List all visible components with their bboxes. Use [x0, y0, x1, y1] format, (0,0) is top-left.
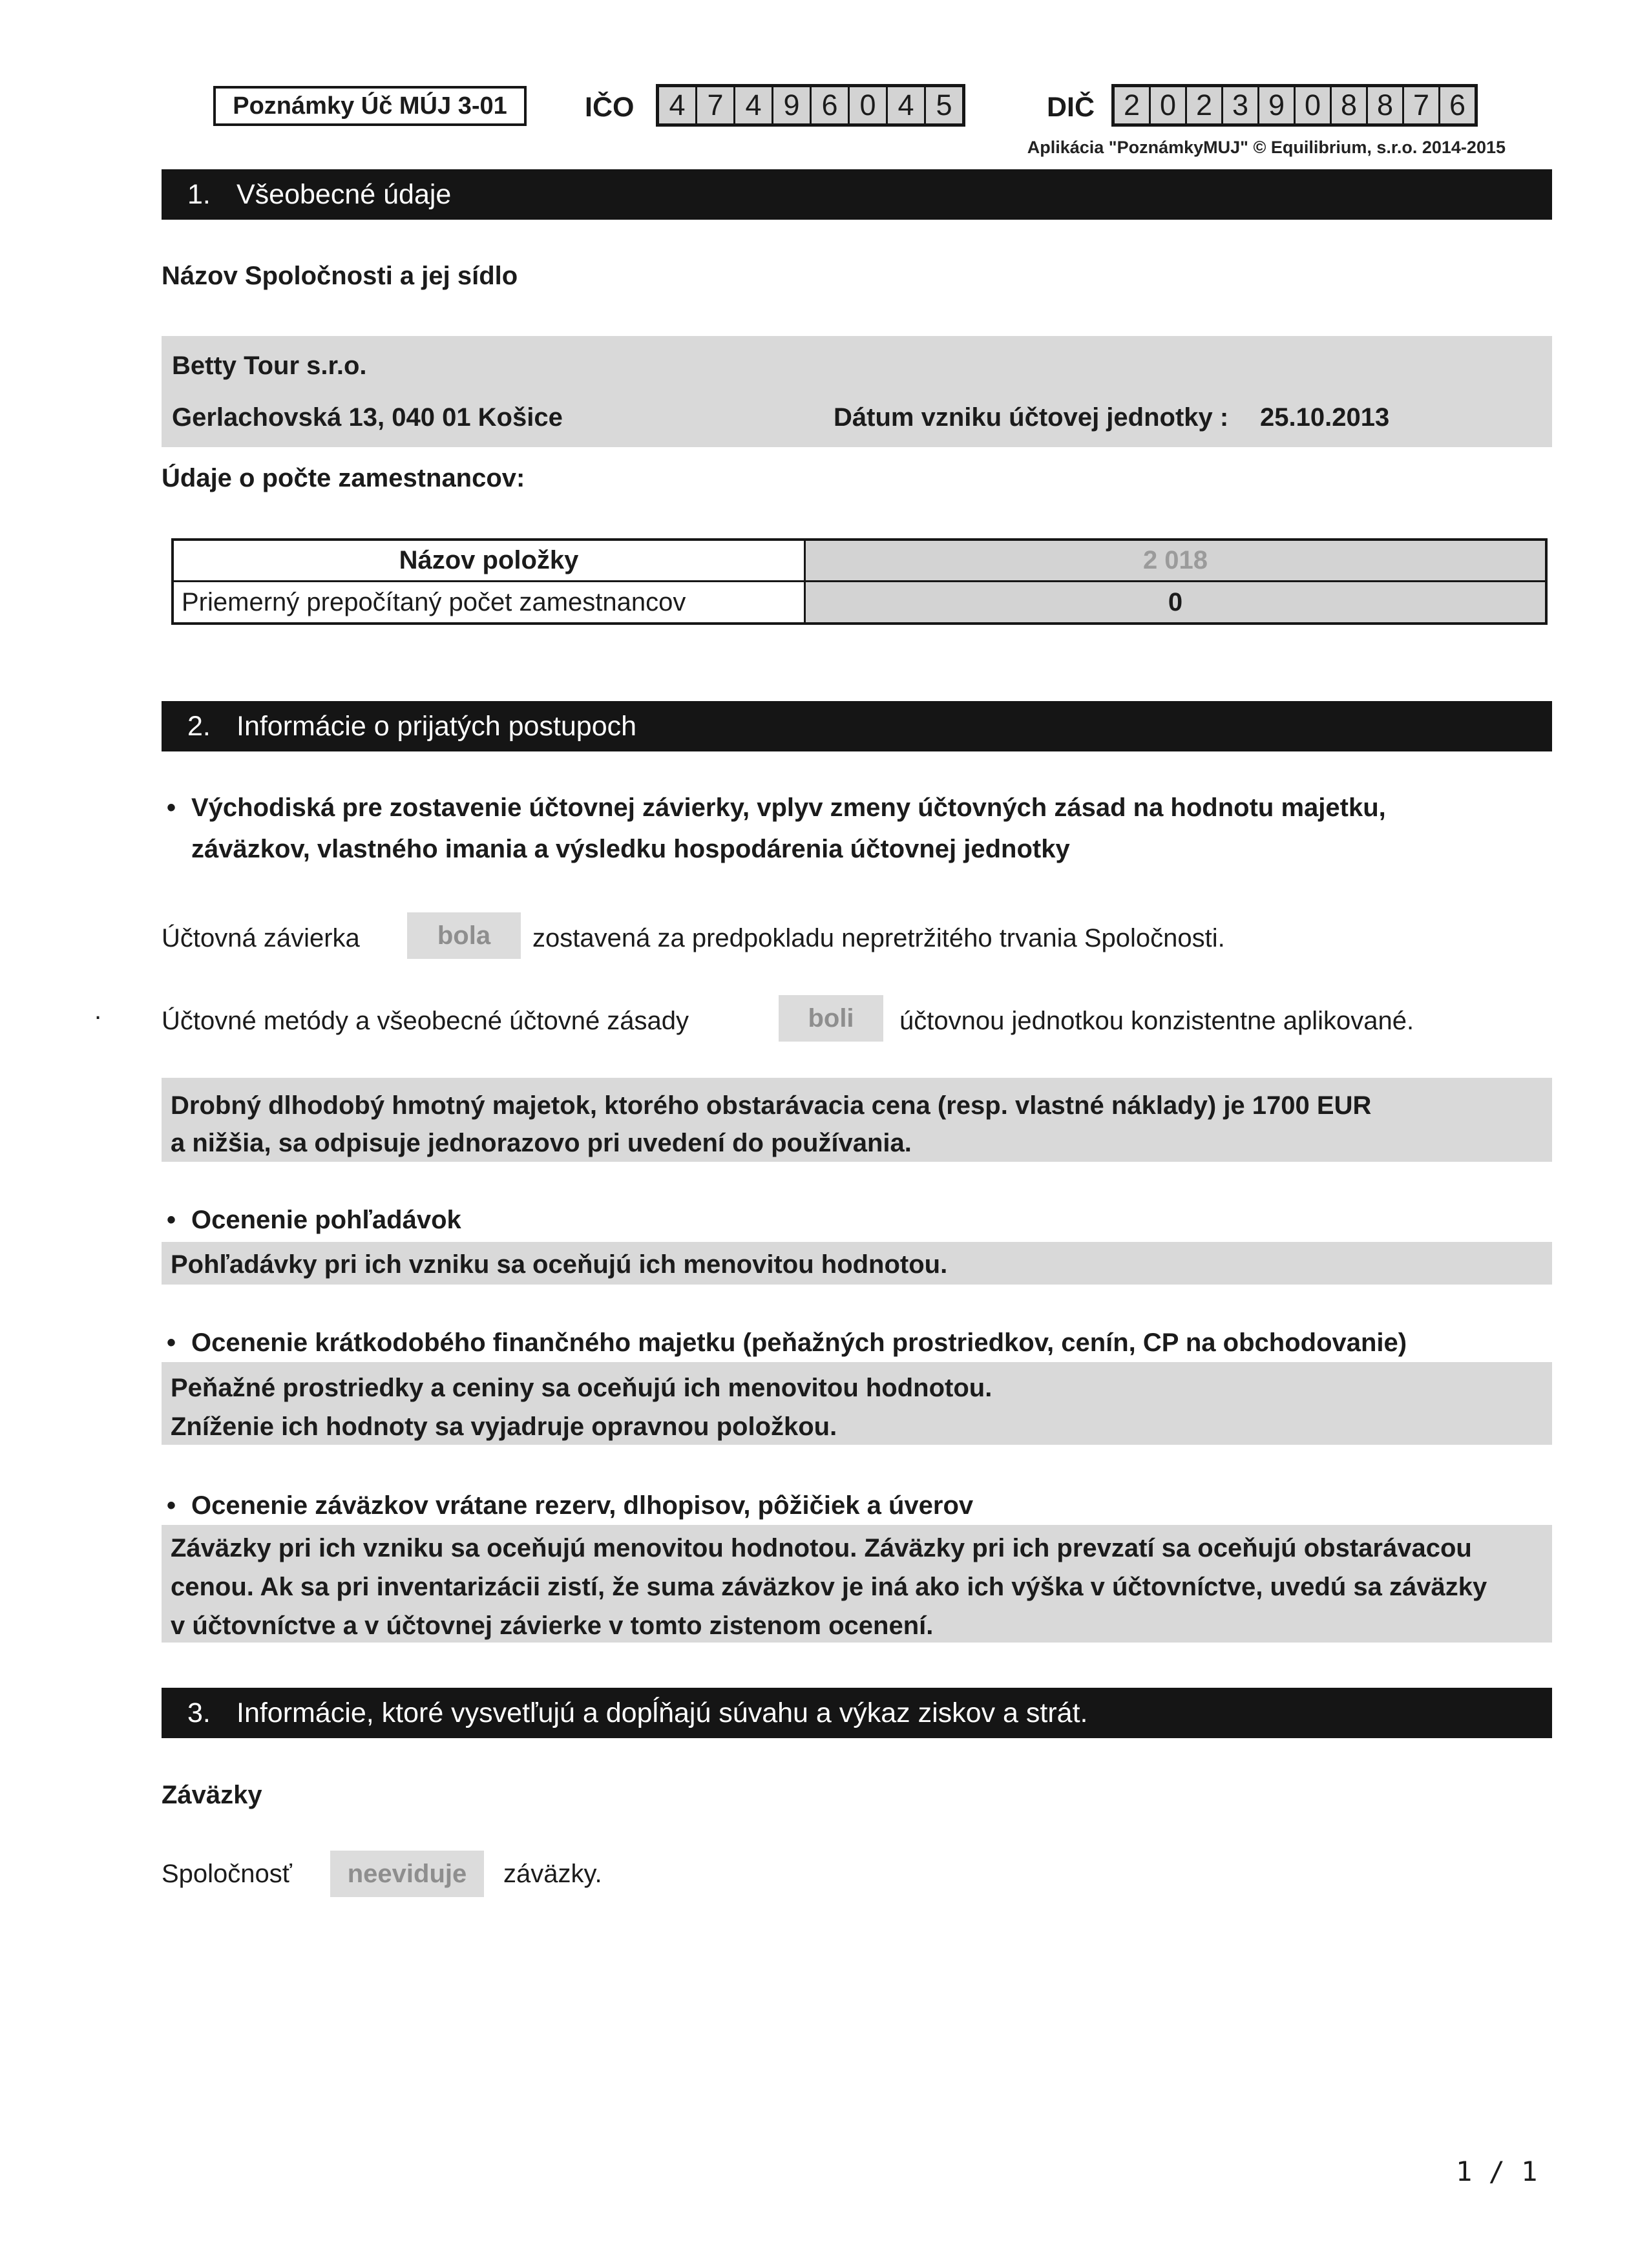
statement-1-pre: Účtovná závierka — [162, 924, 360, 952]
ico-digit-boxes — [656, 84, 965, 127]
founding-date-label: Dátum vzniku účtovej jednotky : — [834, 403, 1229, 432]
section-1-title: Všeobecné údaje — [236, 178, 452, 210]
statement-1-selected-value: bola — [407, 912, 521, 959]
ico-digit: 4 — [659, 87, 697, 123]
bullet-3-financial-assets: Ocenenie krátkodobého finančného majetku (peňažných prostriedkov, cenín, CP na obchodovanie) — [191, 1328, 1407, 1357]
form-name-box — [213, 86, 527, 126]
section-1-number: 1. — [187, 178, 211, 210]
policy-highlight-receivables — [162, 1242, 1552, 1285]
ico-digit: 5 — [936, 89, 952, 121]
scan-artifact-dot: . — [94, 996, 102, 1025]
policy-highlight-financial-assets — [162, 1362, 1552, 1445]
bullet-4-liabilities: Ocenenie záväzkov vrátane rezerv, dlhopisov, pôžičiek a úverov — [191, 1491, 974, 1520]
policy-highlight-liabilities — [162, 1525, 1552, 1643]
company-heading: Názov Spoločnosti a jej sídlo — [162, 262, 518, 290]
ico-digit: 4 — [888, 87, 926, 123]
bullet-1-line-2: záväzkov, vlastného imania a výsledku hospodárenia účtovnej jednotky — [191, 835, 1070, 863]
employees-table-header-row — [174, 541, 1545, 582]
section-3-title: Informácie, ktoré vysvetľujú a dopĺňajú súvahu a výkaz ziskov a strát. — [236, 1697, 1088, 1728]
dic-digit: 2 — [1115, 87, 1151, 123]
employees-heading: Údaje o počte zamestnancov: — [162, 464, 525, 492]
dic-digit: 7 — [1404, 87, 1440, 123]
ico-digit: 0 — [850, 87, 888, 123]
dic-digit: 8 — [1332, 87, 1368, 123]
statement-1-post: zostavená za predpokladu nepretržitého trvania Spoločnosti. — [532, 924, 1225, 952]
ico-label: IČO — [585, 92, 635, 123]
highlight-4-line-2: cenou. Ak sa pri inventarizácii zistí, že suma záväzkov je iná ako ich výška v účtovníctve, uvedú sa záväzky — [171, 1573, 1487, 1601]
statement-3-selected-value: neeviduje — [330, 1851, 484, 1897]
ico-digit: 4 — [735, 87, 773, 123]
section-2-header-bar — [162, 701, 1552, 751]
statement-3-pre: Spoločnosť — [162, 1860, 292, 1888]
section-3-header-bar — [162, 1688, 1552, 1738]
statement-2-pre: Účtovné metódy a všeobecné účtovné zásady — [162, 1007, 689, 1035]
form-name: Poznámky Úč MÚJ 3-01 — [233, 92, 507, 120]
founding-date-value: 25.10.2013 — [1260, 403, 1390, 432]
highlight-4-line-1: Záväzky pri ich vzniku sa oceňujú menovitou hodnotou. Záväzky pri ich prevzatí sa oceňujú obstarávacou — [171, 1534, 1472, 1562]
dic-digit-boxes — [1111, 84, 1478, 127]
dic-digit: 0 — [1151, 87, 1187, 123]
company-address: Gerlachovská 13, 040 01 Košice — [172, 403, 563, 432]
section-2-title: Informácie o prijatých postupoch — [236, 710, 637, 742]
bullet-icon: • — [167, 793, 176, 822]
dic-digit: 3 — [1223, 87, 1259, 123]
employees-table — [171, 538, 1548, 625]
employees-table-header-label: Názov položky — [174, 541, 806, 580]
highlight-2-line: Pohľadávky pri ich vzniku sa oceňujú ich menovitou hodnotou. — [171, 1250, 948, 1279]
highlight-1-line-2: a nižšia, sa odpisuje jednorazovo pri uvedení do používania. — [171, 1129, 912, 1157]
employees-table-header-year: 2 018 — [806, 541, 1545, 580]
bullet-2-receivables: Ocenenie pohľadávok — [191, 1206, 461, 1234]
table-row — [174, 582, 1545, 622]
highlight-3-line-2: Zníženie ich hodnoty sa vyjadruje opravnou položkou. — [171, 1412, 837, 1441]
section-2-number: 2. — [187, 710, 211, 742]
liabilities-subheading: Záväzky — [162, 1781, 262, 1809]
bullet-icon: • — [167, 1491, 176, 1520]
statement-2-selected-value: boli — [779, 995, 883, 1042]
statement-3-post: záväzky. — [503, 1860, 602, 1888]
section-1-header-bar — [162, 169, 1552, 220]
dic-digit: 9 — [1259, 87, 1296, 123]
ico-digit: 7 — [697, 87, 735, 123]
employees-row-value: 0 — [806, 582, 1545, 622]
dic-digit: 8 — [1368, 87, 1404, 123]
employees-row-label: Priemerný prepočítaný počet zamestnancov — [174, 582, 806, 622]
section-3-number: 3. — [187, 1697, 211, 1728]
company-info-box — [162, 336, 1552, 447]
ico-digit: 9 — [773, 87, 812, 123]
page-indicator: 1 / 1 — [1456, 2156, 1538, 2187]
statement-2-post: účtovnou jednotkou konzistentne aplikované. — [899, 1007, 1414, 1035]
app-credit-line: Aplikácia "PoznámkyMUJ" © Equilibrium, s.r.o. 2014-2015 — [1027, 138, 1506, 157]
bullet-icon: • — [167, 1328, 176, 1357]
highlight-4-line-3: v účtovníctve a v účtovnej závierke v tomto zistenom ocenení. — [171, 1612, 934, 1640]
dic-digit: 6 — [1449, 89, 1466, 121]
dic-label: DIČ — [1047, 92, 1095, 123]
bullet-1-line-1: Východiská pre zostavenie účtovnej závierky, vplyv zmeny účtovných zásad na hodnotu majetku, — [191, 793, 1386, 822]
bullet-icon: • — [167, 1206, 176, 1234]
highlight-1-line-1: Drobný dlhodobý hmotný majetok, ktorého obstarávacia cena (resp. vlastné náklady) je 1700 EUR — [171, 1091, 1372, 1120]
policy-highlight-fixed-assets — [162, 1078, 1552, 1162]
dic-digit: 2 — [1187, 87, 1223, 123]
dic-digit: 0 — [1296, 87, 1332, 123]
ico-digit: 6 — [812, 87, 850, 123]
highlight-3-line-1: Peňažné prostriedky a ceniny sa oceňujú ich menovitou hodnotou. — [171, 1374, 993, 1402]
company-name: Betty Tour s.r.o. — [172, 352, 367, 380]
